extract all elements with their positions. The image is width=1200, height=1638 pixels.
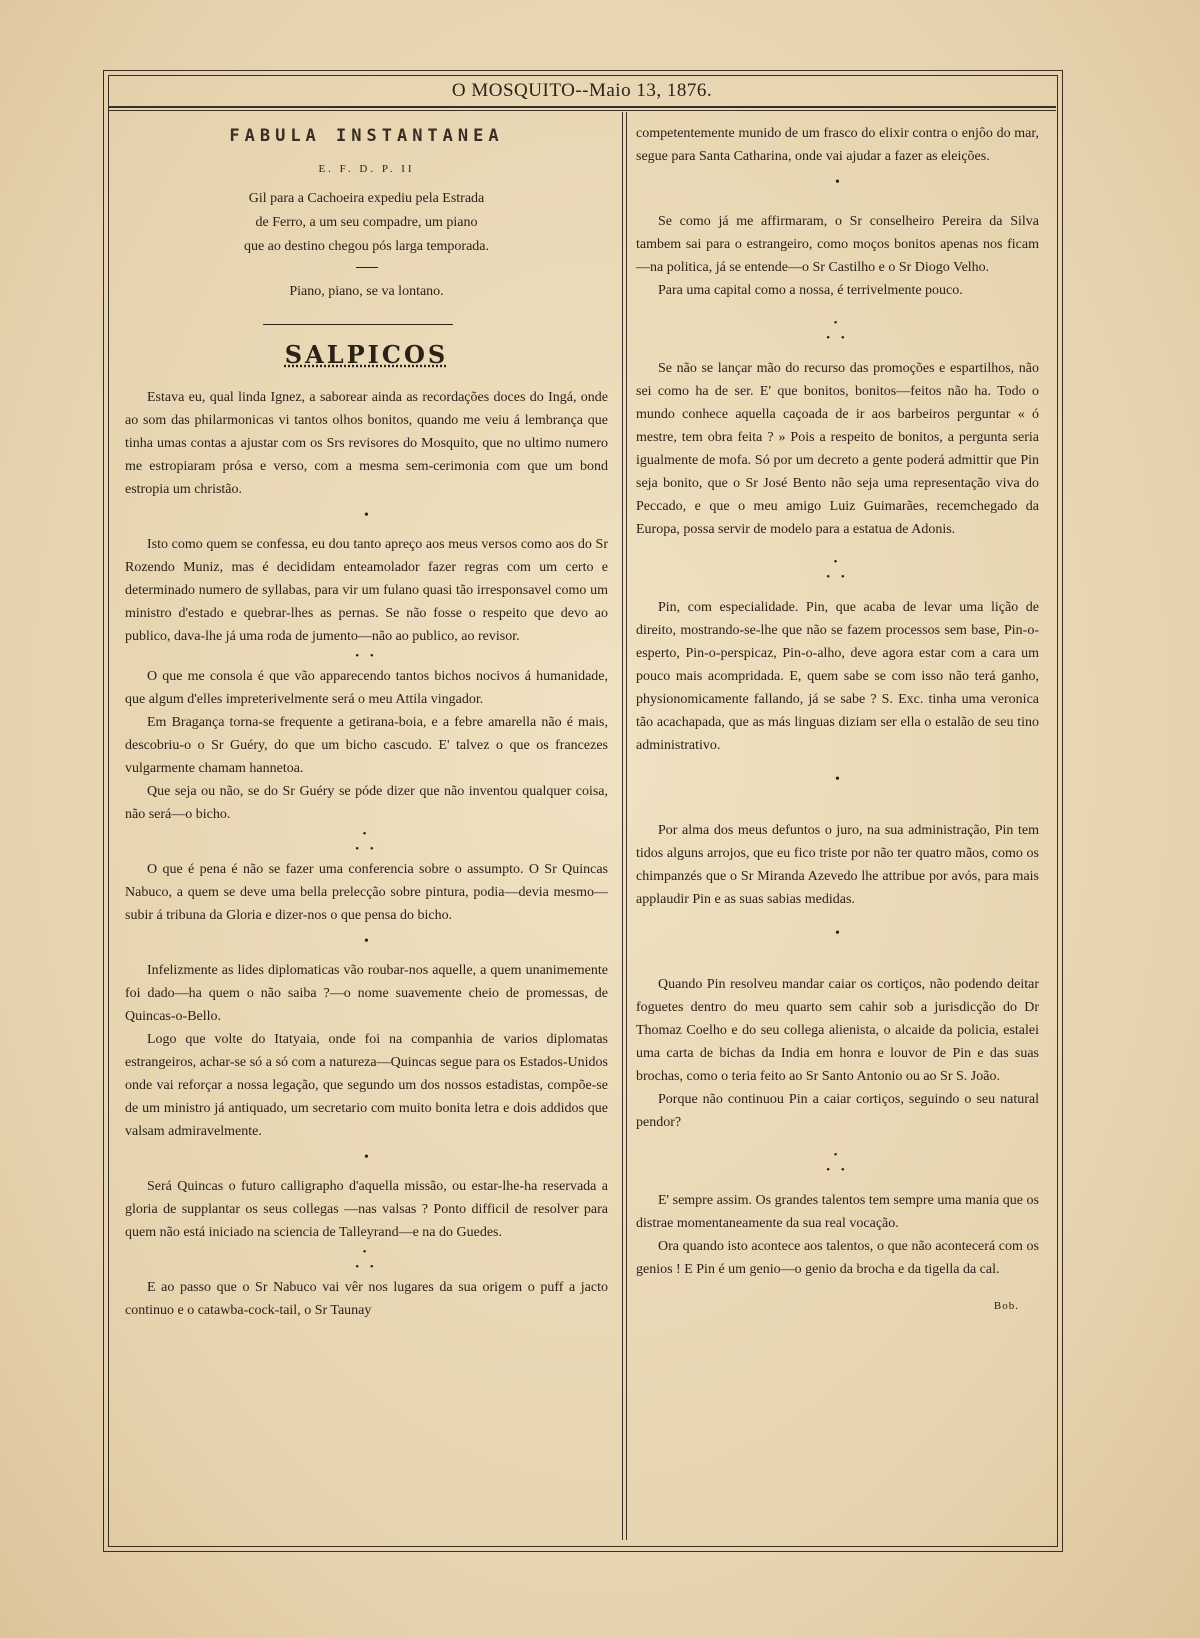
dot-separator: •	[835, 175, 840, 190]
left-column	[125, 125, 608, 1322]
column-divider	[622, 112, 623, 1540]
dots-separator: • •	[355, 650, 378, 662]
paragraph: Em Bragança torna-se frequente a getirana-boia, e a febre amarella não é mais, descobriu-o o Sr Guéry, do que um bicho cascudo. E' talvez o que os francezes vulgarmente chamam hannetoa.	[125, 715, 608, 776]
paragraph: Que seja ou não, se do Sr Guéry se póde dizer que não inventou qualquer coisa, não será—o bicho.	[125, 784, 608, 822]
right-column	[636, 122, 1039, 1318]
header-rule	[108, 110, 1056, 111]
column-divider-second	[626, 112, 627, 1540]
paragraph: competentemente munido de um frasco do elixir contra o enjôo do mar, segue para Santa Catharina, onde vai ajudar a fazer as eleições.	[636, 126, 1039, 164]
paragraph: Se não se lançar mão do recurso das promoções e espartilhos, não sei como ha de ser. E' que bonitos, bonitos—feitos não ha. Todo o mundo conhece aquella caçoada de ir aos barbeiros perguntar « ó mestre, tem obra feita ? » Pois a respeito de bonitos, a pergunta seria igualmente de mofa. Só por um decreto a gente poderá admittir que Pin seja bonito, que o Sr José Bento não seja uma representação viva do Peccado, e que o meu amigo Luiz Guimarães, recemchegado da Europa, possa servir de modelo para a estatua de Adonis.	[636, 361, 1039, 537]
dot-separator: •	[835, 772, 840, 787]
paragraph: Infelizmente as lides diplomaticas vão roubar-nos aquelle, a quem unanimemente foi dado—ha quem o não saiba ?—o nome suavemente cheio de promessas, de Quincas-o-Bello.	[125, 963, 608, 1024]
paragraph: Por alma dos meus defuntos o juro, na sua administração, Pin tem tidos alguns arrojos, que eu fico triste por não ter quatro mãos, como os chimpanzés que o Sr Miranda Azevedo lhe attribue por avós, para mais applaudir Pin e as suas sabias medidas.	[636, 823, 1039, 907]
dots-separator: • • •	[826, 556, 849, 583]
fable-subtitle: E. F. D. P. II	[318, 163, 415, 175]
poem-line: que ao destino chegou pós larga temporada.	[243, 239, 490, 254]
dots-separator: • • •	[826, 317, 849, 344]
dot-separator: •	[364, 508, 369, 523]
signature: Bob.	[993, 1300, 1019, 1312]
dot-separator: •	[835, 926, 840, 941]
dash-divider	[356, 267, 378, 268]
paragraph: Logo que volte do Itatyaia, onde foi na companhia de varios diplomatas estrangeiros, achar-se só a só com a natureza—Quincas segue para os Estados-Unidos onde vai reforçar a nossa legação, que segundo um dos nossos estadistas, compõe-se de um ministro já antiquado, um secretario com muito bonita letra e dois addidos que valsam admiravelmente.	[125, 1032, 608, 1139]
dot-separator: •	[364, 934, 369, 949]
dots-separator: • • •	[355, 828, 378, 855]
fable-title: FABULA INSTANTANEA	[229, 126, 504, 146]
paragraph: Estava eu, qual linda Ignez, a saborear ainda as recordações doces do Ingá, onde ao som das philarmonicas vi tantos olhos bonitos, quando me veiu á lembrança que tinha umas contas a ajustar com os Srs revisores do Mosquito, que no ultimo numero me estropiaram prósa e verso, com a mesma sem-cerimonia com que um bond estropia um christão.	[125, 390, 608, 497]
paragraph: O que me consola é que vão apparecendo tantos bichos nocivos á humanidade, que algum d'elles impreterivelmente será o meu Attila vingador.	[125, 669, 608, 707]
paragraph: Será Quincas o futuro calligrapho d'aquella missão, ou estar-lhe-ha reservada a gloria de supplantar os seus collegas —nas valsas ? Ponto difficil de resolver para quem não está iniciado na sciencia de Talleyrand—e na do Guedes.	[125, 1179, 608, 1240]
paragraph: Porque não continuou Pin a caiar cortiços, seguindo o seu natural pendor?	[636, 1092, 1039, 1130]
paragraph: Ora quando isto acontece aos talentos, o que não acontecerá com os genios ! E Pin é um genio—o genio da brocha e da tigella da cal.	[636, 1239, 1039, 1277]
section-rule	[263, 324, 453, 325]
fable-moral: Piano, piano, se va lontano.	[289, 284, 444, 299]
paragraph: Pin, com especialidade. Pin, que acaba de levar uma lição de direito, mostrando-se-lhe que não se fazem processos sem base, Pin-o-esperto, Pin-o-perspicaz, Pin-o-alho, deve agora estar com a cara um pouco mais acompridada. E, quem sabe se com isso não terá ganho, physionomicamente fallando, já se sabe ? S. Exc. tinha uma veronica tão acachapada, que as más linguas diziam ser ella o estalão de seu tino administrativo.	[636, 600, 1039, 753]
paragraph: Se como já me affirmaram, o Sr conselheiro Pereira da Silva tambem sai para o estrangeiro, como moços bonitos apenas nos ficam—na politica, já se entende—o Sr Castilho e o Sr Diogo Velho.	[636, 214, 1039, 275]
page-header: O MOSQUITO--Maio 13, 1876.	[108, 76, 1056, 108]
section-title: SALPICOS	[284, 340, 449, 369]
paragraph: Quando Pin resolveu mandar caiar os cortiços, não podendo deitar foguetes dentro do meu quarto sem cahir sob a jurisdicção do Dr Thomaz Coelho e do seu collega alienista, o alcaide da policia, estalei uma carta de bichas da India em honra e louvor de Pin e das suas brochas, como o teria feito ao Sr Santo Antonio ou ao Sr S. João.	[636, 977, 1039, 1084]
paragraph: Isto como quem se confessa, eu dou tanto apreço aos meus versos como aos do Sr Rozendo Muniz, mas é decididam enteamolador fazer regras com um certo e determinado numero de syllabas, para vir um fulano quasi tão irresponsavel como um ministro d'estado e quebrar-lhes as pernas. Se não fosse o respeito que devo ao publico, dava-lhe já uma roda de jumento—não ao publico, ao revisor.	[125, 537, 608, 644]
dots-separator: • • •	[355, 1246, 378, 1273]
fable-poem	[125, 187, 608, 259]
dot-separator: •	[364, 1150, 369, 1165]
poem-line: de Ferro, a um seu compadre, um piano	[255, 215, 478, 230]
paragraph: O que é pena é não se fazer uma conferencia sobre o assumpto. O Sr Quincas Nabuco, a quem se deve uma bella prelecção sobre pintura, podia—devia mesmo—subir á tribuna da Gloria e dizer-nos o que pensa do bicho.	[125, 862, 608, 923]
paragraph: E ao passo que o Sr Nabuco vai vêr nos lugares da sua origem o puff a jacto continuo e o catawba-cock-tail, o Sr Taunay	[125, 1280, 608, 1318]
paragraph: E' sempre assim. Os grandes talentos tem sempre uma mania que os distrae momentaneamente da sua real vocação.	[636, 1193, 1039, 1231]
poem-line: Gil para a Cachoeira expediu pela Estrada	[248, 191, 485, 206]
paragraph: Para uma capital como a nossa, é terrivelmente pouco.	[658, 283, 963, 298]
dots-separator: • • •	[826, 1149, 849, 1176]
